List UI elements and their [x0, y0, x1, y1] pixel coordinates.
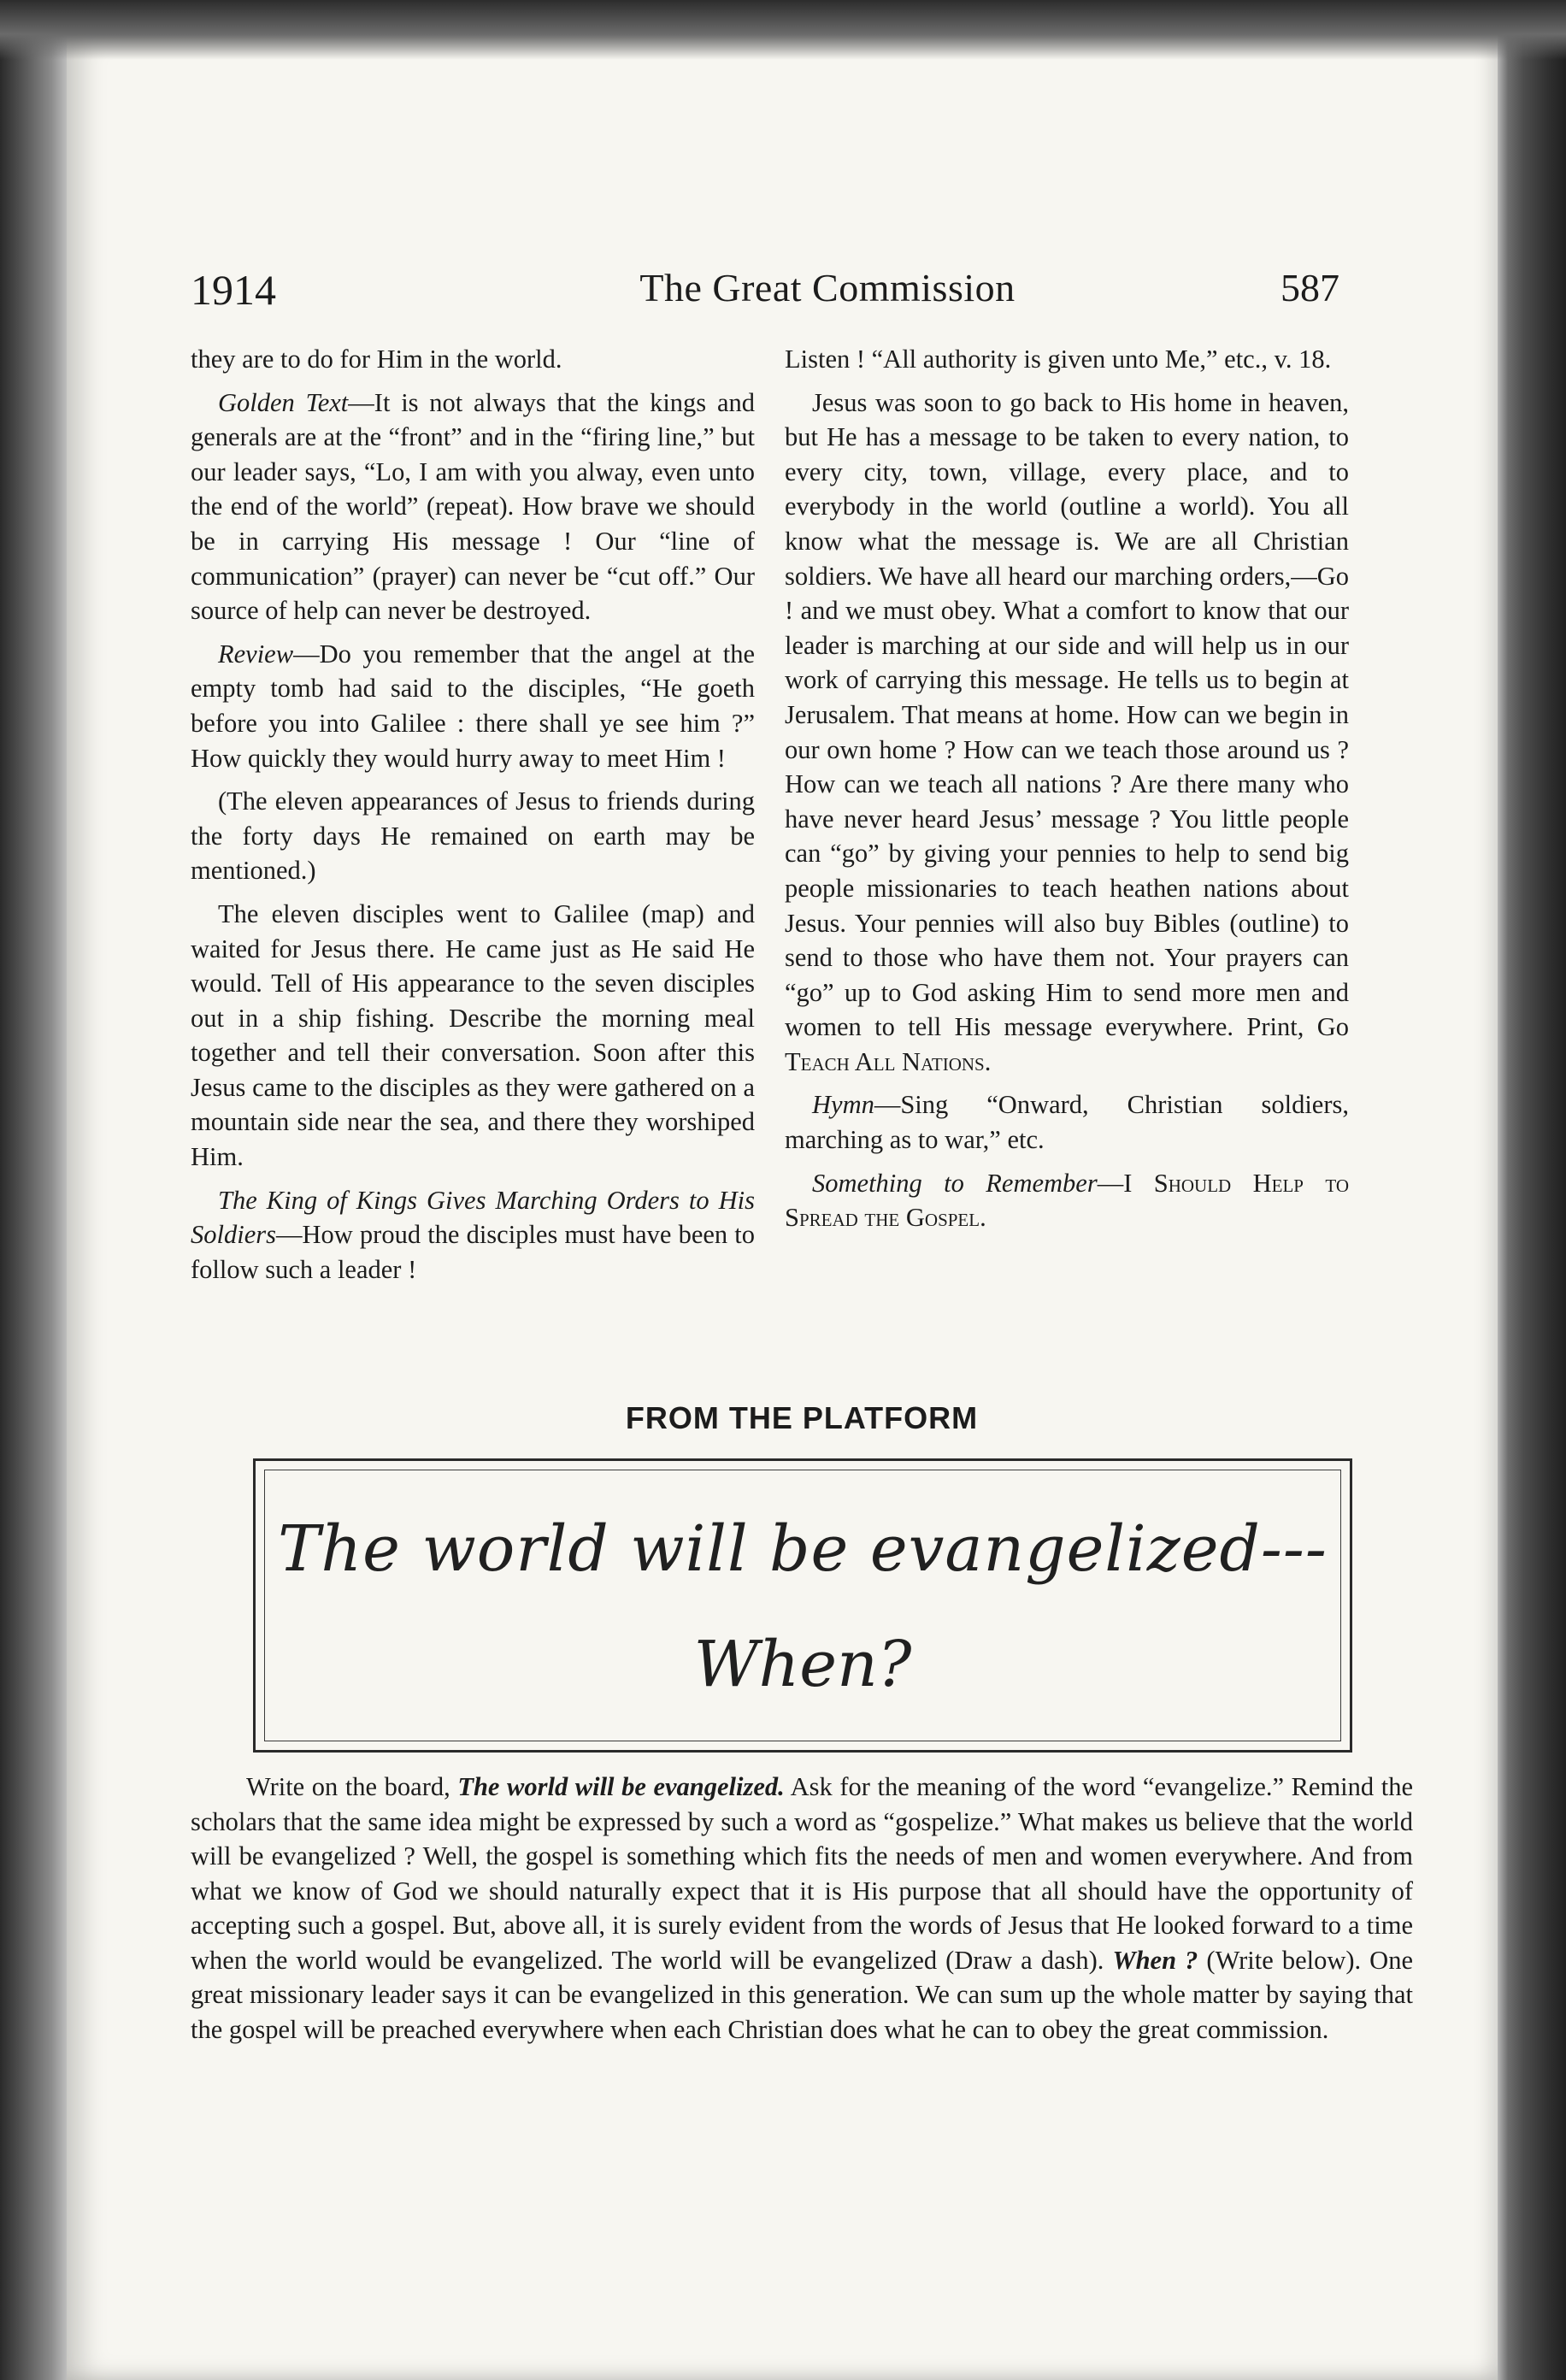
header-year: 1914 [191, 266, 276, 314]
hymn-label: Hymn [812, 1090, 874, 1120]
scan-right-edge [1498, 0, 1566, 2380]
scan-top-edge [0, 0, 1566, 60]
remember-label: Something to Remember [812, 1168, 1098, 1198]
remember-paragraph [785, 1166, 1349, 1235]
review-paragraph [191, 637, 755, 775]
marching-orders-label: The King of Kings Gives Marching Orders to His Soldiers [191, 1185, 755, 1250]
header-title: The Great Commission [639, 266, 1016, 309]
closing-bold-2: When ? [1112, 1945, 1198, 1975]
remember-body: —I Should Help to Spread the Gospel. [785, 1168, 1349, 1233]
closing-text-3: (Write below). One great missionary leader says it can be evangelized in this generation. We can sum up the whole matter by saying that the gospel will be preached everywhere when each Christian does what he can to obey the great commission. [191, 1945, 1413, 2044]
golden-text-body: —It is not always that the kings and generals are at the “front” and in the “firing line,” but our leader says, “Lo, I am with you alway, even unto the end of the world” (repeat). How brave we should be in carrying His message ! Our “line of communication” (prayer) can never be “cut off.” Our source of help can never be destroyed. [191, 387, 755, 626]
golden-text-label: Golden Text [218, 387, 349, 417]
left-column [191, 342, 755, 1295]
page-number: 587 [1280, 266, 1339, 309]
board-line-1: The world will be evangelized--- [278, 1512, 1328, 1586]
message-paragraph [785, 386, 1349, 1080]
message-body: Jesus was soon to go back to His home in heaven, but He has a message to be taken to every nation, to every city, town, village, every place, and to everybody in the world (outline a world). You all know what the message is. We are all Christian soldiers. We have all heard our marching orders,—Go ! and we must obey. What a comfort to know that our leader is marching at our side and will help us in our work of carrying this message. He tells us to begin at Jerusalem. That means at home. How can we begin in our own home ? How can we teach those around us ? How can we teach all nations ? Are there many who have never heard Jesus’ message ? You little people can “go” by giving your pennies to help to send big people missionaries to teach heathen nations about Jesus. Your pennies will also buy Bibles (outline) to send to those who have them not. Your prayers can “go” up to God asking Him to send more men and women to tell His message everywhere. Print, Go [785, 387, 1349, 1042]
right-column [785, 342, 1349, 1244]
golden-text-paragraph [191, 386, 755, 628]
marching-orders-paragraph [191, 1183, 755, 1287]
teach-all-nations: Teach All Nations. [785, 1046, 992, 1076]
review-label: Review [218, 639, 294, 669]
right-paragraph-1: Listen ! “All authority is given unto Me,” etc., v. 18. [785, 345, 1332, 374]
hymn-paragraph [785, 1087, 1349, 1157]
closing-text-2: Ask for the meaning of the word “evangelize.” Remind the scholars that the same idea might be expressed by such a word as “gospelize.” What makes us believe that the world will be evangelized ? Well, the gospel is something which fits the needs of men and women everywhere. And from what we know of God we should naturally expect that it is His purpose that all should have the opportunity of accepting such a gospel. But, above all, it is surely evident from the words of Jesus that He looked forward to a time when the world would be evangelized. The world will be evangelized (Draw a dash). [191, 1772, 1413, 1975]
closing-bold-1: The world will be evangelized. [457, 1772, 785, 1801]
platform-heading: FROM THE PLATFORM [625, 1400, 979, 1435]
closing-paragraph-block [191, 1770, 1413, 2047]
hymn-body: —Sing “Onward, Christian soldiers, marching as to war,” etc. [785, 1090, 1349, 1155]
appearances-paragraph: (The eleven appearances of Jesus to friends during the forty days He remained on earth may be mentioned.) [191, 786, 755, 886]
closing-text-1: Write on the board, [246, 1772, 458, 1801]
blackboard-box [253, 1458, 1352, 1753]
disciples-paragraph: The eleven disciples went to Galilee (map) and waited for Jesus there. He came just as He said He would. Tell of His appearance to the seven disciples out in a ship fishing. Describe the morning meal together and tell their conversation. Soon after this Jesus came to the disciples as they were gathered on a mountain side near the sea, and there they worshiped Him. [191, 898, 755, 1172]
marching-orders-body: —How proud the disciples must have been to follow such a leader ! [191, 1220, 755, 1284]
scan-left-edge [0, 0, 67, 2380]
review-body: —Do you remember that the angel at the empty tomb had said to the disciples, “He goeth before you into Galilee : there shall ye see him ?” How quickly they would hurry away to meet Him ! [191, 639, 755, 773]
board-line-2: When? [693, 1628, 912, 1701]
left-paragraph-1: they are to do for Him in the world. [191, 345, 562, 374]
closing-paragraph [191, 1770, 1413, 2047]
book-page [67, 34, 1498, 2380]
